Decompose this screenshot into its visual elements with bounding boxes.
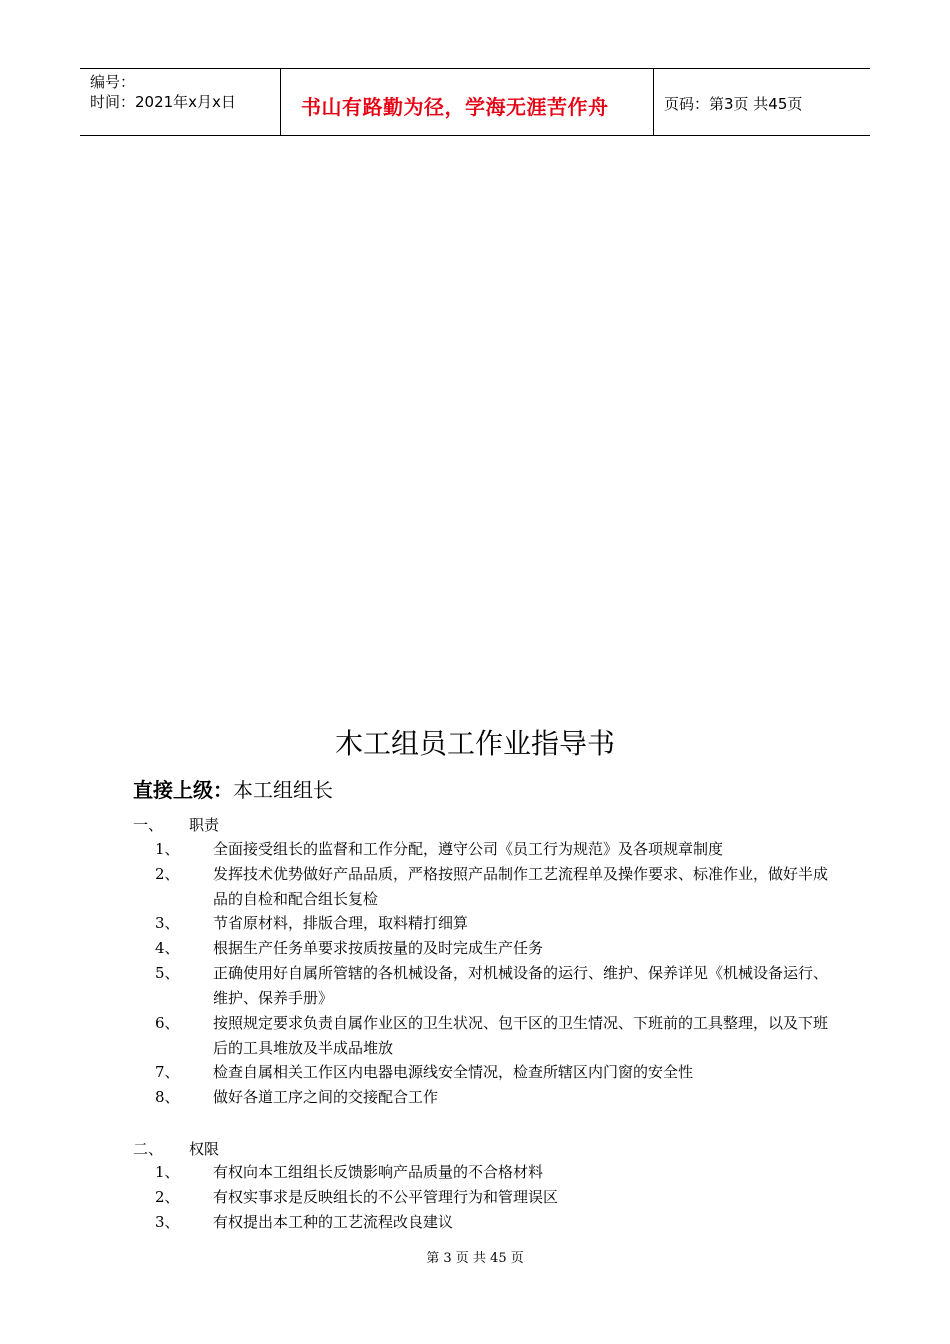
item-number: 4、 — [155, 939, 180, 957]
motto-text: 书山有路勤为径，学海无涯苦作舟 — [301, 95, 609, 119]
section-title: 职责 — [189, 816, 220, 834]
page-footer: 第 3 页 共 45 页 — [426, 1251, 524, 1266]
item-number: 1、 — [155, 840, 180, 858]
item-text: 节省原材料，排版合理，取料精打细算 — [213, 914, 469, 932]
page-header — [80, 68, 870, 136]
item-text: 有权向本工组组长反馈影响产品质量的不合格材料 — [213, 1163, 544, 1181]
header-motto-cell — [281, 69, 654, 135]
header-page-cell — [654, 69, 870, 135]
item-text: 全面接受组长的监督和工作分配，遵守公司《员工行为规范》及各项规章制度 — [213, 840, 724, 858]
page-info: 页码：第3页 共45页 — [664, 95, 803, 113]
superior-key: 直接上级： — [133, 778, 233, 802]
item-number: 7、 — [155, 1063, 180, 1081]
time-label: 时间：2021年x月x日 — [90, 93, 236, 111]
item-number: 5、 — [155, 964, 180, 982]
code-label: 编号： — [90, 73, 136, 91]
section-heading-duties — [133, 814, 219, 835]
item-text: 根据生产任务单要求按质按量的及时完成生产任务 — [213, 939, 544, 957]
item-number: 2、 — [155, 1188, 180, 1206]
item-number: 6、 — [155, 1014, 180, 1032]
item-text: 发挥技术优势做好产品品质，严格按照产品制作工艺流程单及操作要求、标准作业，做好半成品的自检和配合组长复检 — [213, 865, 829, 908]
section-title: 权限 — [189, 1140, 220, 1158]
section-heading-authority — [133, 1138, 219, 1159]
item-text: 有权实事求是反映组长的不公平管理行为和管理误区 — [213, 1188, 559, 1206]
item-number: 2、 — [155, 865, 180, 883]
item-text: 做好各道工序之间的交接配合工作 — [213, 1088, 439, 1106]
item-text: 有权提出本工种的工艺流程改良建议 — [213, 1213, 454, 1231]
item-text: 检查自属相关工作区内电器电源线安全情况，检查所辖区内门窗的安全性 — [213, 1063, 694, 1081]
item-number: 8、 — [155, 1088, 180, 1106]
document-title: 木工组员工作业指导书 — [334, 727, 615, 760]
item-text: 正确使用好自属所管辖的各机械设备，对机械设备的运行、维护、保养详见《机械设备运行、维护、保养手册》 — [213, 964, 829, 1007]
header-meta-cell — [80, 69, 281, 135]
direct-superior — [133, 774, 333, 803]
item-text: 按照规定要求负责自属作业区的卫生状况、包干区的卫生情况、下班前的工具整理，以及下班后的工具堆放及半成品堆放 — [213, 1014, 829, 1057]
section-number: 一、 — [133, 816, 164, 834]
item-number: 1、 — [155, 1163, 180, 1181]
superior-value: 本工组组长 — [233, 778, 333, 802]
item-number: 3、 — [155, 1213, 180, 1231]
item-number: 3、 — [155, 914, 180, 932]
section-number: 二、 — [133, 1140, 164, 1158]
